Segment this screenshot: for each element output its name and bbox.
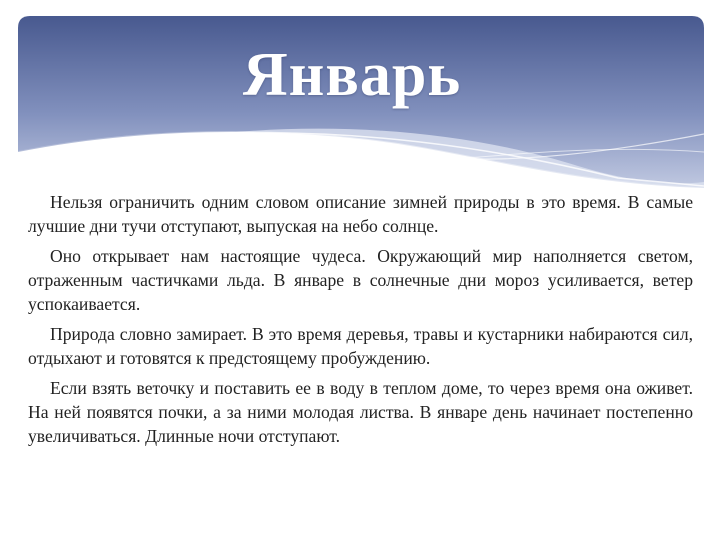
paragraph-4: Если взять веточку и поставить ее в воду в теплом доме, то через время она оживет. На ней появятся почки, а за ними молодая листва. В январе день начинает постепенно увеличиваться. Длинные ночи отступают. bbox=[28, 378, 693, 446]
paragraph-2: Оно открывает нам настоящие чудеса. Окружающий мир наполняется светом, отраженным частичками льда. В январе в солнечные дни мороз усиливается, ветер успокаивается. bbox=[28, 246, 693, 314]
paragraph-3: Природа словно замирает. В это время деревья, травы и кустарники набираются сил, отдыхают и готовятся к предстоящему пробуждению. bbox=[28, 324, 693, 368]
paragraph-1: Нельзя ограничить одним словом описание зимней природы в это время. В самые лучшие дни тучи отступают, выпуская на небо солнце. bbox=[28, 192, 693, 236]
slide-title-text: Январь bbox=[242, 41, 462, 109]
slide-body bbox=[28, 190, 693, 454]
slide-title bbox=[0, 41, 720, 109]
